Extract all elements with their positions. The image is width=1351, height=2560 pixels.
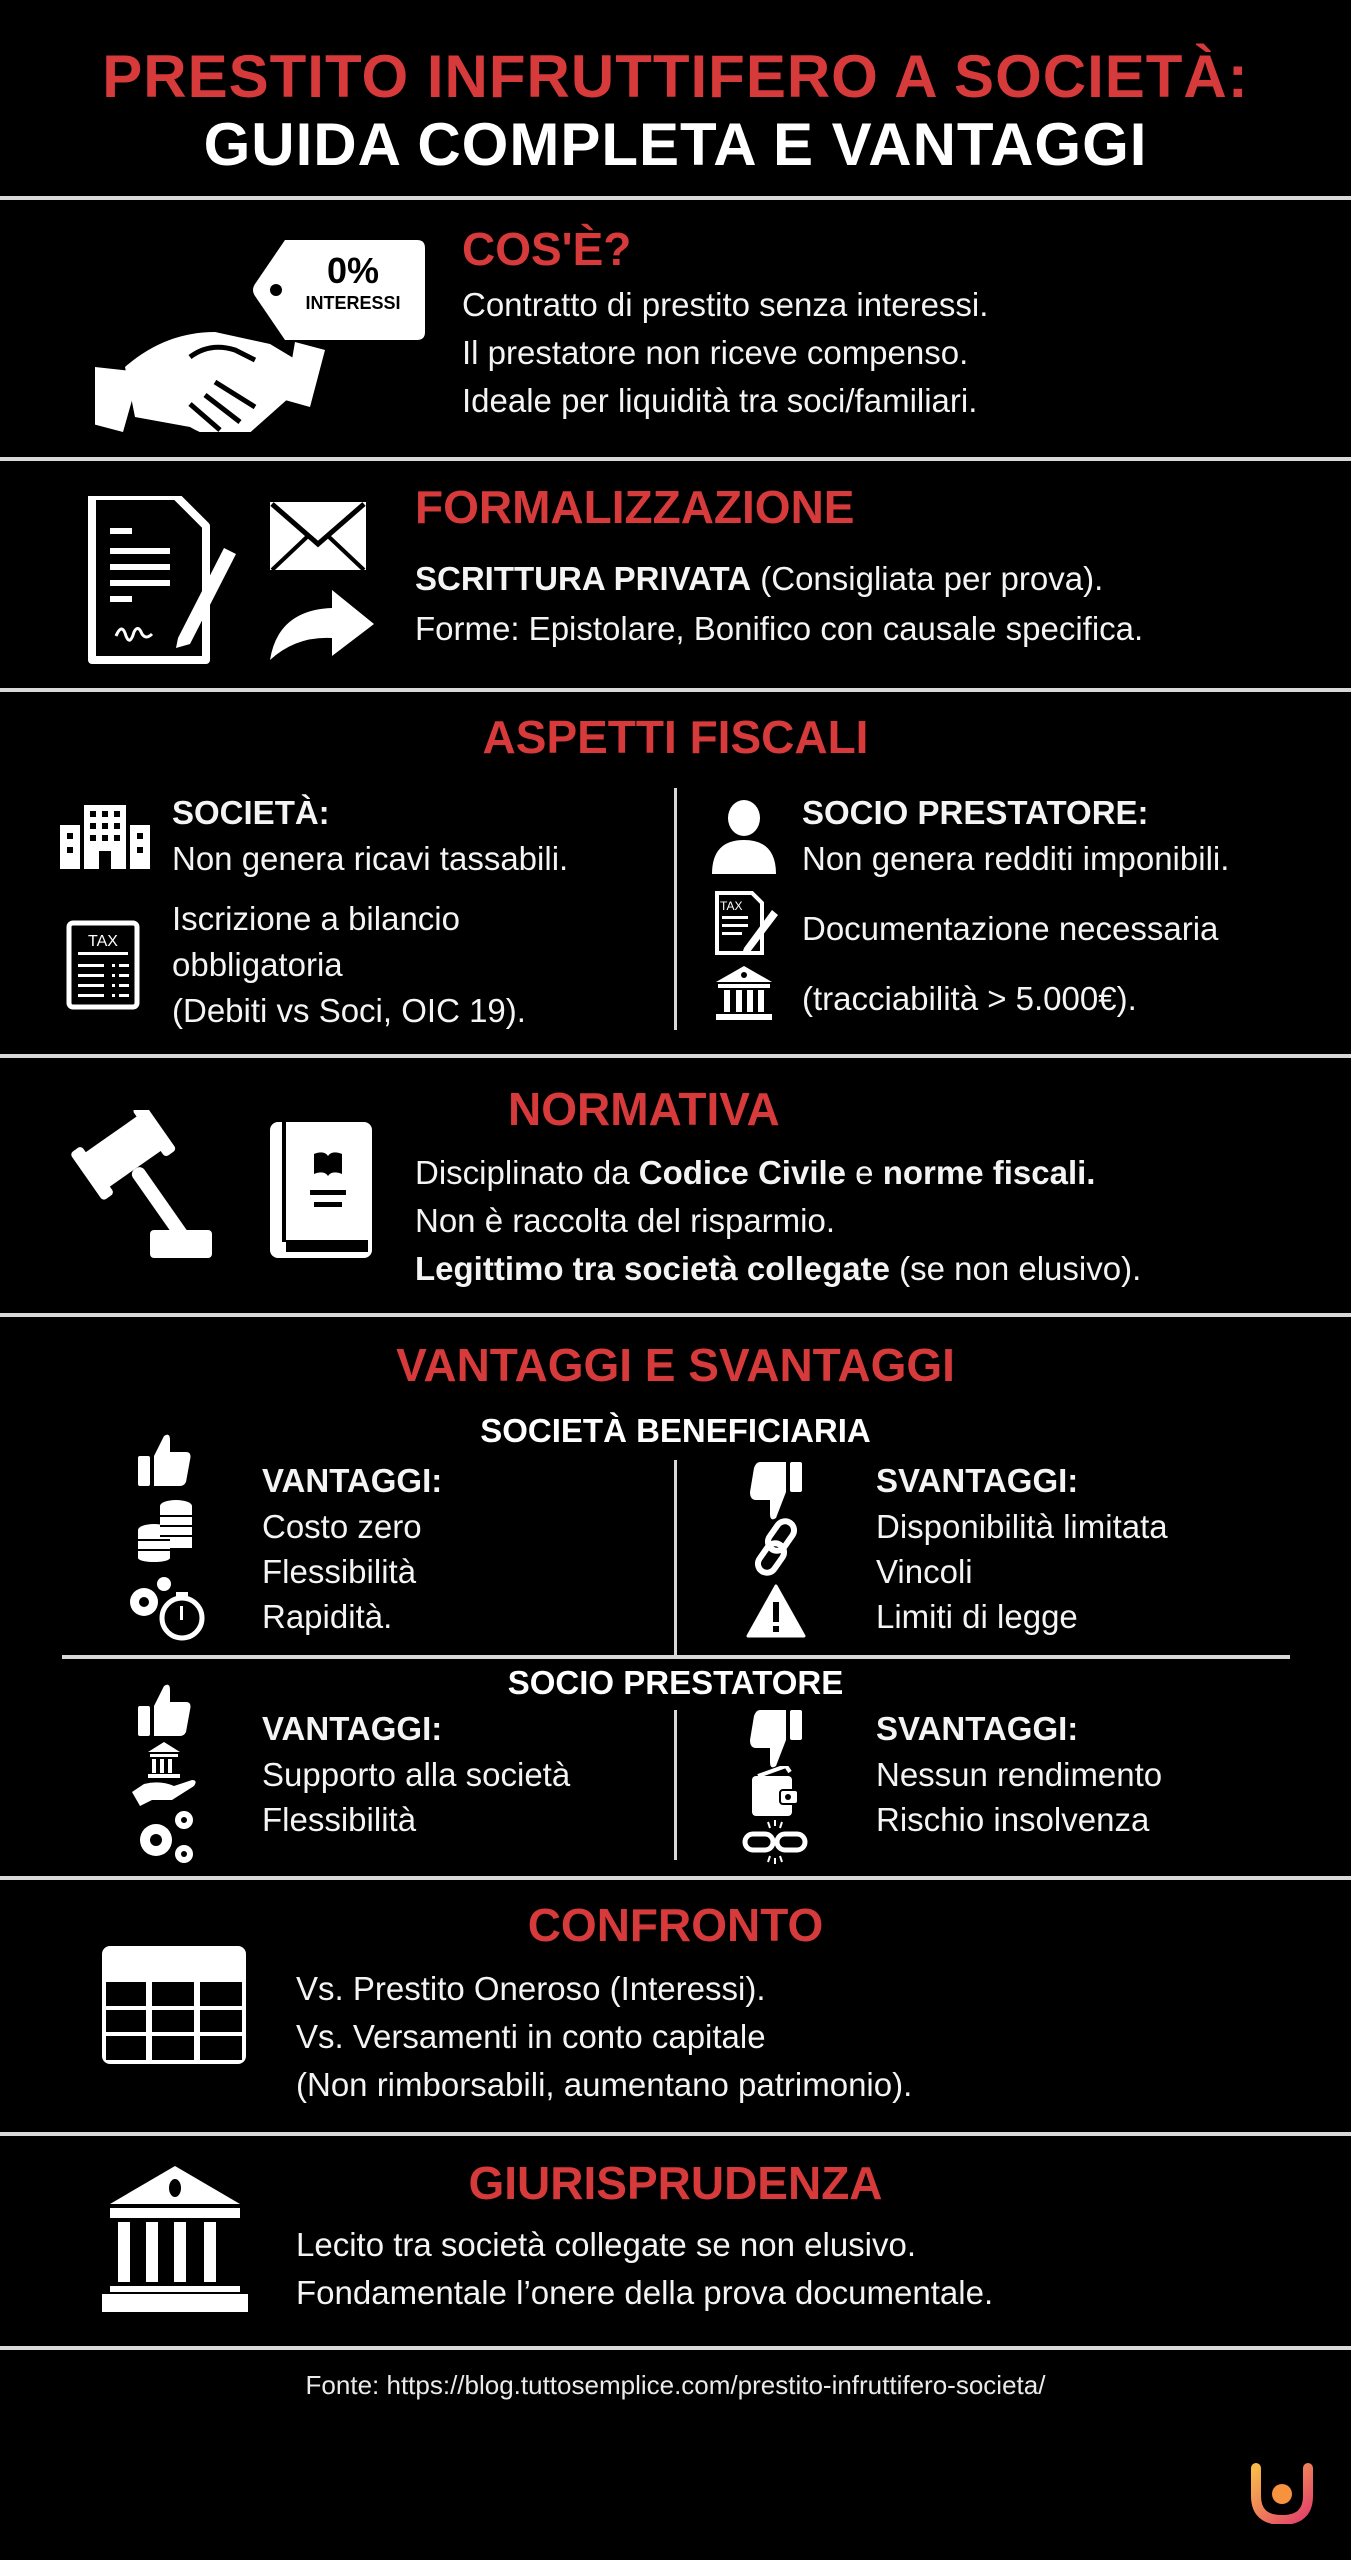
tag-label: INTERESSI xyxy=(305,293,401,313)
text: (se non elusivo). xyxy=(889,1250,1142,1287)
text-line xyxy=(415,1246,1141,1292)
pro-item: Rapidità. xyxy=(262,1598,393,1635)
svg-text:TAX: TAX xyxy=(88,933,118,950)
section-title: ASPETTI FISCALI xyxy=(482,711,869,763)
law-book-icon xyxy=(268,1120,374,1260)
user-icon xyxy=(712,800,776,874)
text-line: Non è raccolta del risparmio. xyxy=(415,1202,836,1239)
tag-percent: 0% xyxy=(326,250,380,291)
coins-icon xyxy=(136,1498,196,1562)
divider xyxy=(0,2346,1351,2350)
pro-item: Flessibilità xyxy=(262,1553,417,1590)
gavel-icon xyxy=(60,1110,240,1260)
section-title: NORMATIVA xyxy=(508,1083,780,1135)
divider xyxy=(0,196,1351,200)
thumbs-down-icon xyxy=(748,1460,804,1522)
bold-text: Legittimo tra società collegate xyxy=(415,1250,890,1287)
text-line: Vs. Prestito Oneroso (Interessi). xyxy=(296,1970,766,2007)
subsection-divider xyxy=(62,1655,1290,1659)
divider xyxy=(0,1054,1351,1058)
text-line: Fondamentale l’onere della prova documentale. xyxy=(296,2274,994,2311)
page-title-line2: GUIDA COMPLETA E VANTAGGI xyxy=(203,111,1148,178)
text: Disciplinato da xyxy=(415,1154,639,1191)
text: e xyxy=(846,1154,883,1191)
source-link[interactable]: Fonte: https://blog.tuttosemplice.com/prestito-infruttifero-societa/ xyxy=(305,2370,1046,2400)
pros-title: VANTAGGI: xyxy=(262,1462,443,1499)
text-line: Vs. Versamenti in conto capitale xyxy=(296,2018,766,2055)
tax-document-pen-icon xyxy=(714,890,780,956)
building-icon xyxy=(60,805,150,869)
subsection-heading: SOCIO PRESTATORE xyxy=(507,1664,844,1701)
tuttosemplice-logo xyxy=(1250,2462,1314,2524)
column-heading: SOCIETÀ: xyxy=(172,794,330,831)
text-line: Non genera redditi imponibili. xyxy=(802,840,1230,877)
text-line: Ideale per liquidità tra soci/familiari. xyxy=(462,382,978,419)
gears-stopwatch-icon xyxy=(124,1574,210,1644)
tax-form-icon xyxy=(66,920,140,1010)
pro-item: Costo zero xyxy=(262,1508,422,1545)
column-heading: SOCIO PRESTATORE: xyxy=(802,794,1149,831)
thumbs-down-icon xyxy=(748,1708,804,1770)
text-line: (Non rimborsabili, aumentano patrimonio). xyxy=(296,2066,913,2103)
bank-icon xyxy=(714,966,774,1022)
con-item: Rischio insolvenza xyxy=(876,1801,1150,1838)
section-title: CONFRONTO xyxy=(527,1899,824,1951)
pros-title: VANTAGGI: xyxy=(262,1710,443,1747)
bank-hand-icon xyxy=(130,1742,200,1806)
page-title-line1: PRESTITO INFRUTTIFERO A SOCIETÀ: xyxy=(102,43,1249,110)
text-line: Il prestatore non riceve compenso. xyxy=(462,334,969,371)
subsection-heading: SOCIETÀ BENEFICIARIA xyxy=(480,1412,871,1449)
document-signature-icon xyxy=(86,496,246,666)
bold-text: norme fiscali. xyxy=(882,1154,1096,1191)
column-divider xyxy=(674,1710,677,1860)
column-divider xyxy=(674,1460,677,1656)
chain-link-icon xyxy=(752,1518,802,1576)
gears-icon xyxy=(134,1810,198,1866)
cons-title: SVANTAGGI: xyxy=(876,1462,1079,1499)
text-line: Non genera ricavi tassabili. xyxy=(172,840,569,877)
con-item: Nessun rendimento xyxy=(876,1756,1163,1793)
share-arrow-icon xyxy=(268,590,374,660)
text-line: Contratto di prestito senza interessi. xyxy=(462,286,989,323)
con-item: Vincoli xyxy=(876,1553,973,1590)
divider xyxy=(0,457,1351,461)
text-line xyxy=(415,1150,1095,1196)
text-line: obbligatoria xyxy=(172,946,343,983)
section-title: VANTAGGI E SVANTAGGI xyxy=(396,1339,955,1391)
text-line: Forme: Epistolare, Bonifico con causale specifica. xyxy=(415,610,1144,647)
divider xyxy=(0,688,1351,692)
text-line: (tracciabilità > 5.000€). xyxy=(802,980,1137,1017)
pro-item: Supporto alla società xyxy=(262,1756,571,1793)
text: (Consigliata per prova). xyxy=(751,560,1104,597)
con-item: Limiti di legge xyxy=(876,1598,1078,1635)
divider xyxy=(0,1876,1351,1880)
text-line: Lecito tra società collegate se non elusivo. xyxy=(296,2226,917,2263)
divider xyxy=(0,2132,1351,2136)
section-title: COS'È? xyxy=(462,223,632,275)
text-line: (Debiti vs Soci, OIC 19). xyxy=(172,992,526,1029)
column-divider xyxy=(674,788,677,1030)
table-icon xyxy=(100,1944,248,2066)
section-title: GIURISPRUDENZA xyxy=(468,2157,883,2209)
divider xyxy=(0,1313,1351,1317)
envelope-icon xyxy=(268,500,368,572)
thumbs-up-icon xyxy=(136,1432,192,1488)
svg-text:TAX: TAX xyxy=(720,899,743,913)
bold-text: Codice Civile xyxy=(638,1154,847,1191)
broken-chain-icon xyxy=(742,1820,808,1864)
con-item: Disponibilità limitata xyxy=(876,1508,1168,1545)
text-line xyxy=(415,556,1103,602)
section-title: FORMALIZZAZIONE xyxy=(415,481,855,533)
pro-item: Flessibilità xyxy=(262,1801,417,1838)
cons-title: SVANTAGGI: xyxy=(876,1710,1079,1747)
text-line: Iscrizione a bilancio xyxy=(172,900,460,937)
wallet-icon xyxy=(752,1766,798,1816)
thumbs-up-icon xyxy=(136,1682,192,1738)
warning-icon xyxy=(746,1584,806,1638)
text-line: Documentazione necessaria xyxy=(802,910,1219,947)
bold-text: SCRITTURA PRIVATA xyxy=(415,560,752,597)
